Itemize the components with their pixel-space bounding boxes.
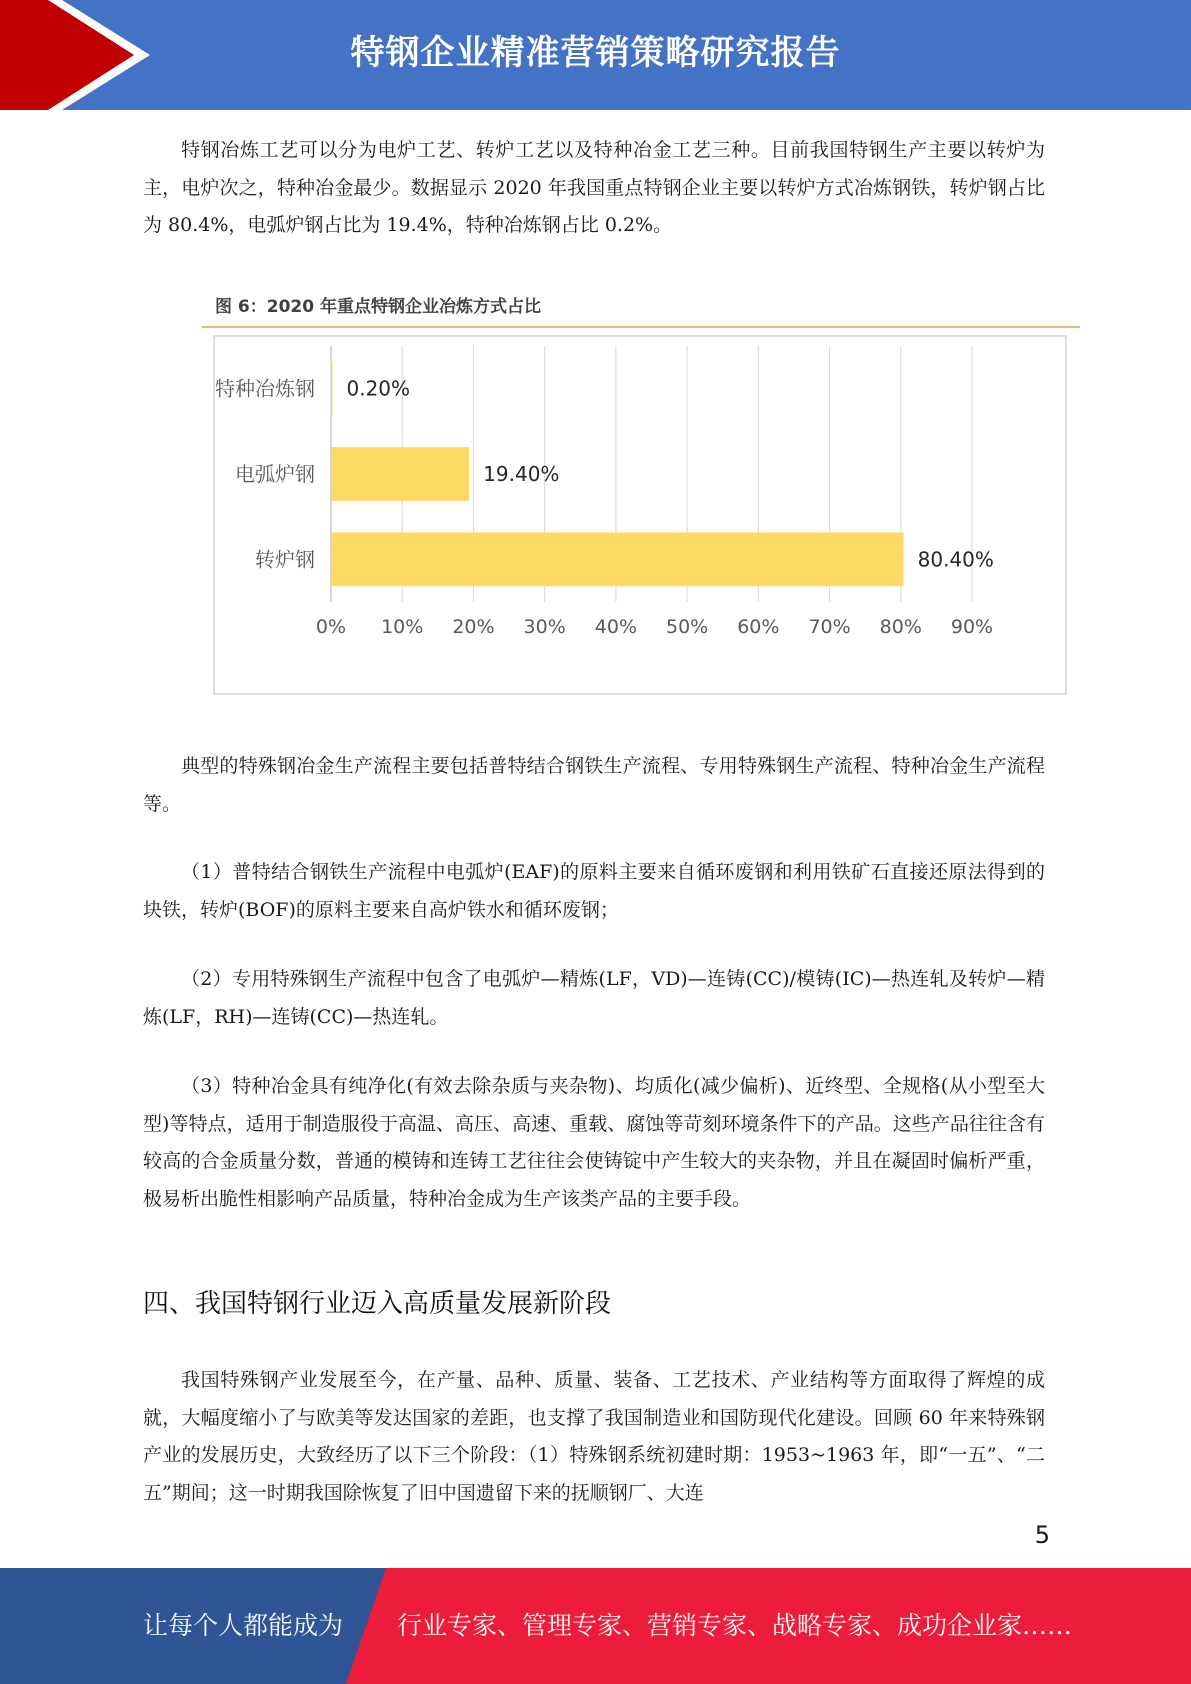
- x-tick-label: 10%: [381, 616, 424, 638]
- x-tick-label: 20%: [452, 616, 495, 638]
- value-label: 19.40%: [483, 462, 560, 486]
- x-tick-label: 90%: [950, 616, 994, 638]
- bar: [331, 362, 333, 416]
- x-tick-label: 60%: [737, 616, 780, 638]
- x-tick-label: 50%: [665, 616, 709, 638]
- page-header: [0, 0, 1191, 110]
- x-tick-label: 40%: [594, 616, 638, 638]
- paragraph-process-2: （2）专用特殊钢生产流程中包含了电弧炉—精炼(LF，VD)—连铸(CC)/模铸(IC)—热连轧及转炉—精炼(LF，RH)—连铸(CC)—热连轧。: [143, 968, 1045, 1028]
- paragraph-process-1: （1）普特结合钢铁生产流程中电弧炉(EAF)的原料主要来自循环废钢和利用铁矿石直接还原法得到的块铁，转炉(BOF)的原料主要来自高炉铁水和循环废钢；: [143, 861, 1045, 921]
- category-label: 电弧炉钢: [235, 462, 315, 486]
- bar: [331, 532, 904, 586]
- figure-smelting-share: [198, 284, 1082, 696]
- bar-chart: [198, 284, 1082, 696]
- section-heading: 四、我国特钢行业迈入高质量发展新阶段: [143, 1289, 612, 1319]
- category-label: 特种冶炼钢: [215, 376, 315, 401]
- footer-slogan-right: 行业专家、管理专家、营销专家、战略专家、成功企业家……: [397, 1611, 1073, 1640]
- paragraph-intro: 特钢冶炼工艺可以分为电炉工艺、转炉工艺以及特种冶金工艺三种。目前我国特钢生产主要以转炉为主，电炉次之，特种冶金最少。数据显示 2020 年我国重点特钢企业主要以转炉方式冶炼钢铁，转炉钢占比为 80.4%，电弧炉钢占比为 19.4%，特种冶炼钢占比 0.2%。: [143, 139, 1045, 236]
- category-label: 转炉钢: [255, 547, 315, 572]
- report-title: 特钢企业精准营销策略研究报告: [350, 33, 841, 73]
- x-tick-label: 70%: [808, 616, 851, 638]
- page-footer: [0, 1568, 1191, 1684]
- value-label: 80.40%: [917, 547, 994, 572]
- x-tick-label: 30%: [523, 616, 566, 638]
- x-tick-label: 80%: [879, 616, 922, 638]
- paragraph-process-3: （3）特种冶金具有纯净化(有效去除杂质与夹杂物)、均质化(减少偏析)、近终型、全规格(从小型至大型)等特点，适用于制造服役于高温、高压、高速、重载、腐蚀等苛刻环境条件下的产品。这些产品往往含有较高的合金质量分数，普通的模铸和连铸工艺往往会使铸锭中产生较大的夹杂物，并且在凝固时偏析严重，极易析出脆性相影响产品质量，特种冶金成为生产该类产品的主要手段。: [143, 1075, 1045, 1210]
- plot-frame: [214, 336, 1066, 694]
- chart-title: 图 6：2020 年重点特钢企业冶炼方式占比: [215, 297, 541, 317]
- bar: [331, 447, 469, 501]
- x-tick-label: 0%: [315, 616, 347, 638]
- paragraph-history: 我国特殊钢产业发展至今，在产量、品种、质量、装备、工艺技术、产业结构等方面取得了辉煌的成就，大幅度缩小了与欧美等发达国家的差距，也支撑了我国制造业和国防现代化建设。回顾 60 年来特殊钢产业的发展历史，大致经历了以下三个阶段：（1）特殊钢系统初建时期：1953~1963 年，即“一五”、“二五”期间；这一时期我国除恢复了旧中国遗留下来的抚顺钢厂、大连: [143, 1369, 1045, 1504]
- footer-slogan-left: 让每个人都能成为: [143, 1611, 344, 1640]
- paragraph-typical-process: 典型的特殊钢冶金生产流程主要包括普特结合钢铁生产流程、专用特殊钢生产流程、特种冶金生产流程等。: [143, 755, 1045, 815]
- value-label: 0.20%: [346, 376, 411, 401]
- page-number: 5: [1034, 1521, 1050, 1549]
